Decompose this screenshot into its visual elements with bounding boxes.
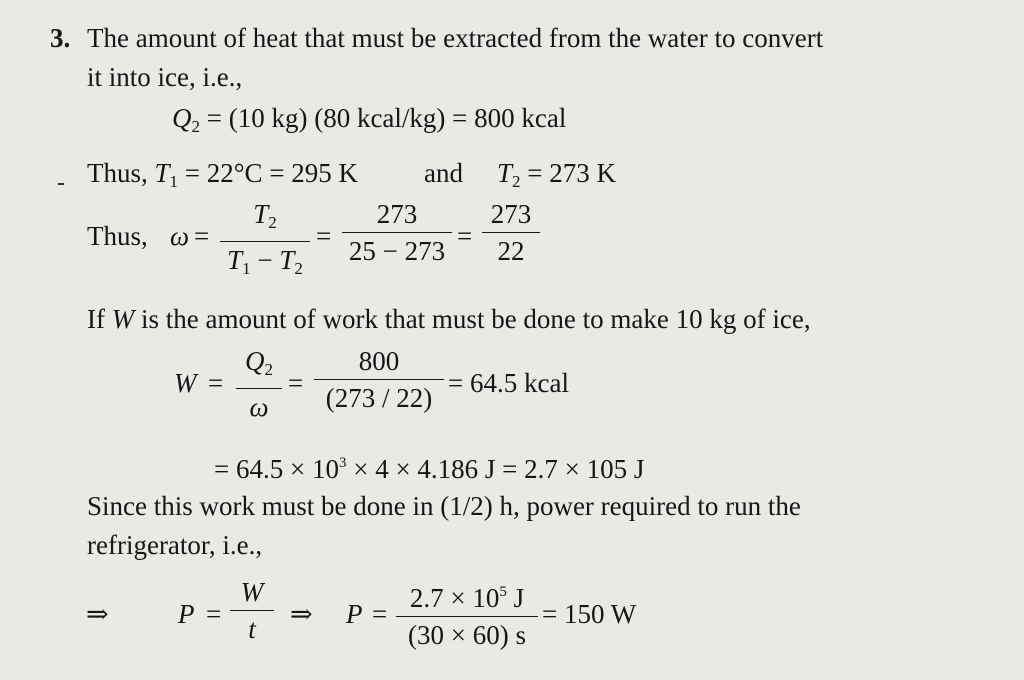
equals-sign: = [208,368,224,398]
work-intro [87,304,811,334]
exponent: 5 [499,584,507,600]
w-symbol: W [111,304,135,334]
work-conversion [214,448,644,484]
power-numerator-unit: J [506,583,525,613]
equals-sign: = [206,599,222,629]
t1-subscript: 1 [169,172,179,191]
equals-sign: = [316,221,332,251]
power-intro-line-2: refrigerator, i.e., [87,530,263,560]
minus-sign: − [250,245,280,275]
t-subscript: 2 [268,213,277,232]
temperatures-connector: and [424,158,463,188]
equals-sign: = [372,599,388,629]
fraction-bar [314,379,444,380]
cop-fraction-2 [342,199,452,266]
t-symbol: T [253,199,269,229]
q2-equation-rhs: = (10 kg) (80 kcal/kg) = 800 kcal [200,103,567,133]
fraction-bar [236,388,282,389]
fraction-numerator: W [240,577,264,607]
work-fraction-2 [314,346,444,413]
fraction-bar [342,232,452,233]
p-symbol: P [178,599,195,629]
power-result: = 150 W [542,599,637,629]
temperatures-t1 [87,158,358,197]
fraction-bar [220,241,310,242]
power-fraction-1 [230,577,274,644]
fraction-denominator: t [248,614,256,644]
fraction-denominator: 22 [497,236,525,266]
t1-value: = 22°C = 295 K [178,158,359,188]
cop-prefix: Thus, [87,221,148,251]
q-symbol: Q [172,103,192,133]
temperatures-prefix: Thus, [87,158,155,188]
fraction-numerator: 800 [358,346,400,376]
work-result: = 64.5 kcal [448,368,569,398]
equals-sign: = [288,368,304,398]
fraction-denominator [220,245,310,284]
work-conversion-part-2: × 4 × 4.186 J = 2.7 × 105 J [346,454,645,484]
fraction-denominator: 25 − 273 [348,236,446,266]
work-conversion-part-1: = 64.5 × 10 [214,454,339,484]
power-numerator-part-1: 2.7 × 10 [409,583,500,613]
exponent: 3 [338,455,347,471]
p-symbol: P [346,599,363,629]
power-fraction-2 [396,577,538,650]
implies-arrow: ⇒ [86,599,109,629]
work-fraction-1 [236,346,282,422]
problem-intro-line-2: it into ice, i.e., [87,62,243,92]
t-subscript: 1 [242,259,251,278]
work-intro-part-1: If [87,304,112,334]
q2-equation [172,103,566,142]
fraction-bar [396,616,538,617]
equals-sign: = [457,221,473,251]
t-subscript: 2 [294,259,303,278]
omega-symbol: ω [170,221,190,251]
t2-value: = 273 K [520,158,617,188]
fraction-bar [230,610,274,611]
equals-sign: = [194,221,210,251]
w-symbol: W [174,368,197,398]
cop-fraction-3 [482,199,540,266]
q-subscript: 2 [264,360,273,379]
cop-fraction-1 [220,199,310,284]
fraction-numerator [220,199,310,238]
implies-arrow: ⇒ [290,599,313,629]
t2-symbol: T [497,158,513,188]
power-intro-line-1: Since this work must be done in (1/2) h, power required to run the [87,491,801,521]
q-symbol: Q [245,346,265,376]
fraction-numerator: 273 [376,199,418,229]
t2-subscript: 2 [512,172,521,191]
problem-number: 3. [50,23,71,53]
fraction-numerator [396,577,538,613]
fraction-denominator: ω [249,392,269,422]
fraction-numerator [236,346,282,385]
fraction-denominator: (273 / 22) [325,383,433,413]
t-symbol: T [279,245,295,275]
temperatures-t2 [497,158,616,197]
t1-symbol: T [154,158,170,188]
fraction-numerator: 273 [490,199,532,229]
q-subscript: 2 [191,117,200,136]
fraction-bar [482,232,540,233]
t-symbol: T [227,245,243,275]
margin-mark [58,183,64,185]
work-intro-part-2: is the amount of work that must be done to make 10 kg of ice, [134,304,811,334]
problem-intro-line-1: The amount of heat that must be extracted from the water to convert [87,23,824,53]
fraction-denominator: (30 × 60) s [408,620,526,650]
